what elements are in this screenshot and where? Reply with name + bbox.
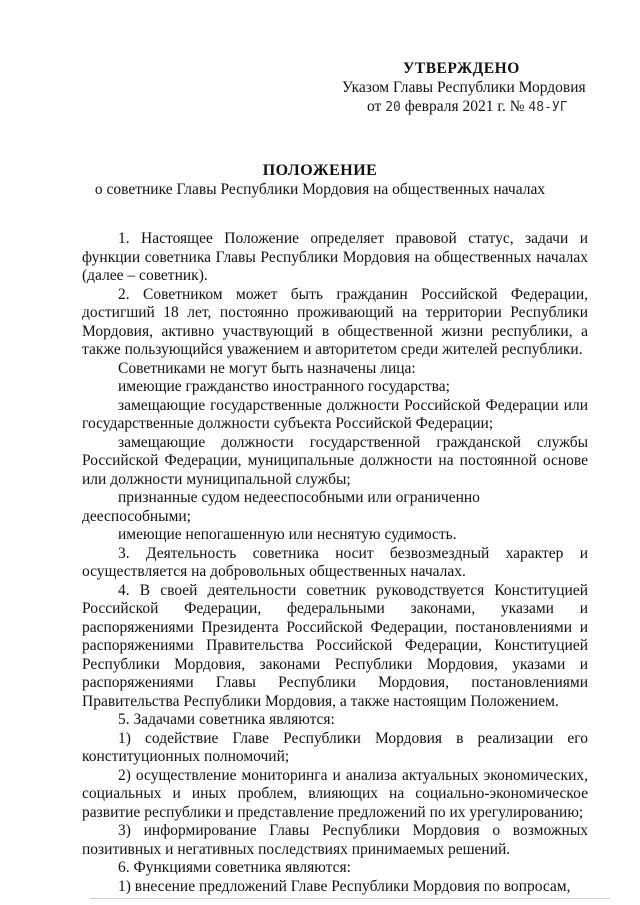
task-item: 1) содействие Главе Республики Мордовия в реализации его конституционных полномочий; <box>82 729 588 765</box>
approval-date-middle: февраля 2021 г. № <box>404 98 525 115</box>
task-item: 2) осуществление мониторинга и анализа актуальных экономических, социальных и иных проблем, влияющих на социально-экономическое развитие республики и представление предложений по их урегулированию; <box>82 766 588 821</box>
approval-heading: УТВЕРЖДЕНО <box>403 60 520 77</box>
restriction-item: имеющие непогашенную или неснятую судимость. <box>118 526 457 543</box>
paragraph-4: 4. В своей деятельности советник руководствуется Конституцией Российской Федерации, федеральными законами, указами и распоряжениями Президента Российской Федерации, постановлениями и распоряжениями Правительства Российской Федерации, Конституцией Республики Мордовия, законами Республики Мордовия, указами и распоряжениями Главы Республики Мордовия, постановлениями Правительства Республики Мордовия, а также настоящим Положением. <box>82 581 588 710</box>
restriction-item: замещающие государственные должности Российской Федерации или государственные должности субъекта Российской Федерации; <box>82 396 588 432</box>
paragraph-6: 6. Функциями советника являются: <box>118 859 351 876</box>
document-title: ПОЛОЖЕНИЕ <box>262 162 378 179</box>
paragraph-1: 1. Настоящее Положение определяет правовой статус, задачи и функции советника Главы Республики Мордовия на общественных началах (далее – советник). <box>82 230 588 284</box>
document-subtitle: о советнике Главы Республики Мордовия на общественных началах <box>94 181 546 198</box>
page-bottom-divider <box>90 898 610 899</box>
paragraph-5: 5. Задачами советника являются: <box>118 711 335 728</box>
approval-day-handwritten: 20 <box>385 100 401 115</box>
approval-date-prefix: от <box>367 98 382 115</box>
restriction-item: признанные судом недееспособными или ограниченно дееспособными; <box>82 489 480 525</box>
approval-decree-line: Указом Главы Республики Мордовия <box>342 79 586 96</box>
paragraph-2: 2. Советником может быть гражданин Российской Федерации, достигший 18 лет, постоянно проживающий на территории Республики Мордовия, активно участвующий в общественной жизни республики, а также пользующийся уважением и авторитетом среди жителей республики. <box>82 285 588 358</box>
function-item: 1) внесение предложений Главе Республики Мордовия по вопросам, <box>118 877 571 895</box>
paragraph-3: 3. Деятельность советника носит безвозмездный характер и осуществляется на добровольных общественных началах. <box>82 544 588 580</box>
approval-date-line <box>367 98 568 117</box>
restriction-item: имеющие гражданство иностранного государства; <box>118 378 450 395</box>
restriction-item: замещающие должности государственной гражданской службы Российской Федерации, муниципальные должности на постоянной основе или должности муниципальной службы; <box>82 433 588 488</box>
paragraph-restrictions-intro: Советниками не могут быть назначены лица: <box>118 359 416 377</box>
task-item: 3) информирование Главы Республики Мордовия о возможных позитивных и негативных последствиях принимаемых решений. <box>82 822 588 858</box>
document-body <box>82 230 588 896</box>
approval-number-handwritten: 48-УГ <box>528 100 568 115</box>
